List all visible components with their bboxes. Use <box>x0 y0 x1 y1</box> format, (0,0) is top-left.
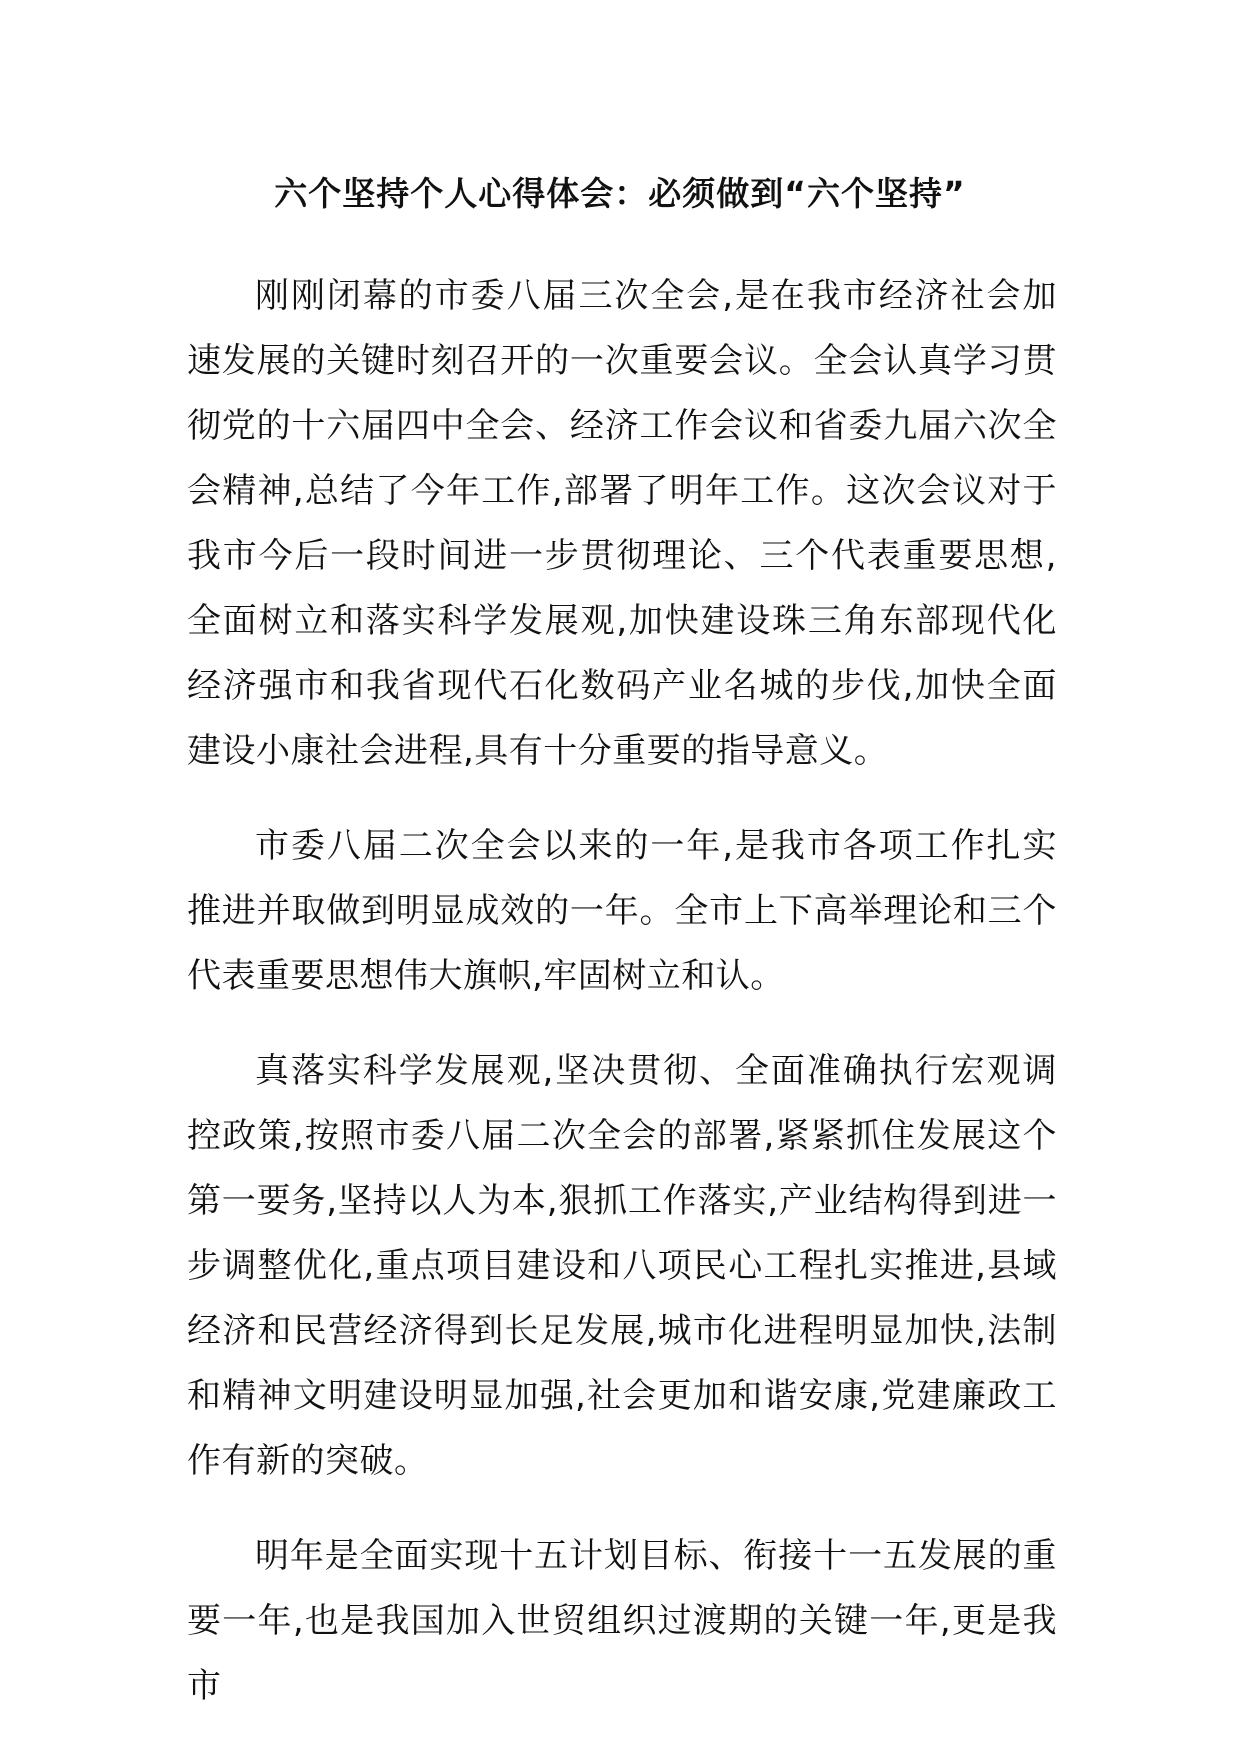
paragraph-1: 刚刚闭幕的市委八届三次全会,是在我市经济社会加速发展的关键时刻召开的一次重要会议。全会认真学习贯彻党的十六届四中全会、经济工作会议和省委九届六次全会精神,总结了今年工作,部署了明年工作。这次会议对于我市今后一段时间进一步贯彻理论、三个代表重要思想,全面树立和落实科学发展观,加快建设珠三角东部现代化经济强市和我省现代石化数码产业名城的步伐,加快全面建设小康社会进程,具有十分重要的指导意义。 <box>187 276 1057 771</box>
paragraph-3: 真落实科学发展观,坚决贯彻、全面准确执行宏观调控政策,按照市委八届二次全会的部署,紧紧抓住发展这个第一要务,坚持以人为本,狠抓工作落实,产业结构得到进一步调整优化,重点项目建设和八项民心工程扎实推进,县域经济和民营经济得到长足发展,城市化进程明显加快,法制和精神文明建设明显加强,社会更加和谐安康,党建廉政工作有新的突破。 <box>187 1051 1057 1481</box>
document-title: 六个坚持个人心得体会：必须做到“六个坚持” <box>274 174 966 213</box>
paragraph-2: 市委八届二次全会以来的一年,是我市各项工作扎实推进并取做到明显成效的一年。全市上下高举理论和三个代表重要思想伟大旗帜,牢固树立和认。 <box>187 826 1057 996</box>
paragraph-4: 明年是全面实现十五计划目标、衔接十一五发展的重要一年,也是我国加入世贸组织过渡期的关键一年,更是我市 <box>187 1536 1057 1706</box>
document-body <box>187 264 1057 1749</box>
